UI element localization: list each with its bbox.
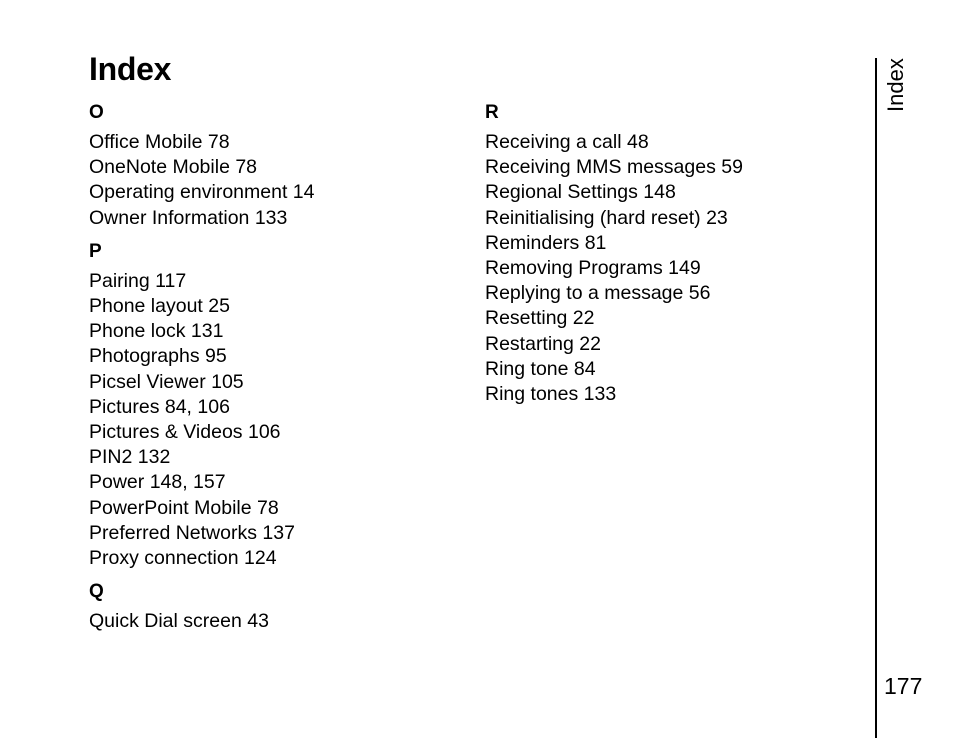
index-entry: PIN2 132 [89,446,171,469]
index-column-left [89,100,449,642]
side-section-label: Index [883,58,908,112]
index-entry: Quick Dial screen 43 [89,610,269,633]
index-section-o [89,100,449,231]
entry-list [89,130,449,231]
index-entry: Photographs 95 [89,345,227,368]
index-entry: Ring tone 84 [485,357,596,380]
index-entry: Phone layout 25 [89,295,230,318]
entry-list [89,269,449,571]
page-number: 177 [884,673,923,699]
section-letter: O [89,102,104,123]
index-section-p [89,239,449,571]
index-entry: Resetting 22 [485,307,595,330]
index-entry: Owner Information 133 [89,206,288,229]
index-column-right [485,100,865,415]
index-entry: Proxy connection 124 [89,547,277,570]
index-entry: Reminders 81 [485,231,607,254]
index-entry: OneNote Mobile 78 [89,156,258,179]
index-section-q [89,579,449,634]
index-entry: Pictures & Videos 106 [89,421,281,444]
index-entry: Power 148, 157 [89,471,226,494]
index-entry: Receiving MMS messages 59 [485,156,743,179]
section-letter: P [89,240,102,262]
section-letter: R [485,102,499,123]
index-entry: Preferred Networks 137 [89,521,295,544]
side-divider-rule [875,58,877,738]
index-entry: PowerPoint Mobile 78 [89,496,279,519]
index-entry: Operating environment 14 [89,181,315,204]
page-title: Index [89,51,172,87]
index-entry: Removing Programs 149 [485,257,701,280]
entry-list [89,609,449,634]
index-entry: Picsel Viewer 105 [89,370,244,393]
section-letter: Q [89,581,104,603]
index-entry: Pictures 84, 106 [89,395,230,418]
index-entry: Pairing 117 [89,269,187,292]
index-entry: Reinitialising (hard reset) 23 [485,206,728,229]
index-entry: Phone lock 131 [89,320,224,343]
index-section-r [485,100,865,407]
index-entry: Office Mobile 78 [89,131,230,153]
index-entry: Ring tones 133 [485,383,617,406]
index-entry: Replying to a message 56 [485,282,711,305]
entry-list [485,130,865,407]
index-entry: Regional Settings 148 [485,181,676,204]
index-entry: Restarting 22 [485,332,601,355]
index-entry: Receiving a call 48 [485,131,649,153]
